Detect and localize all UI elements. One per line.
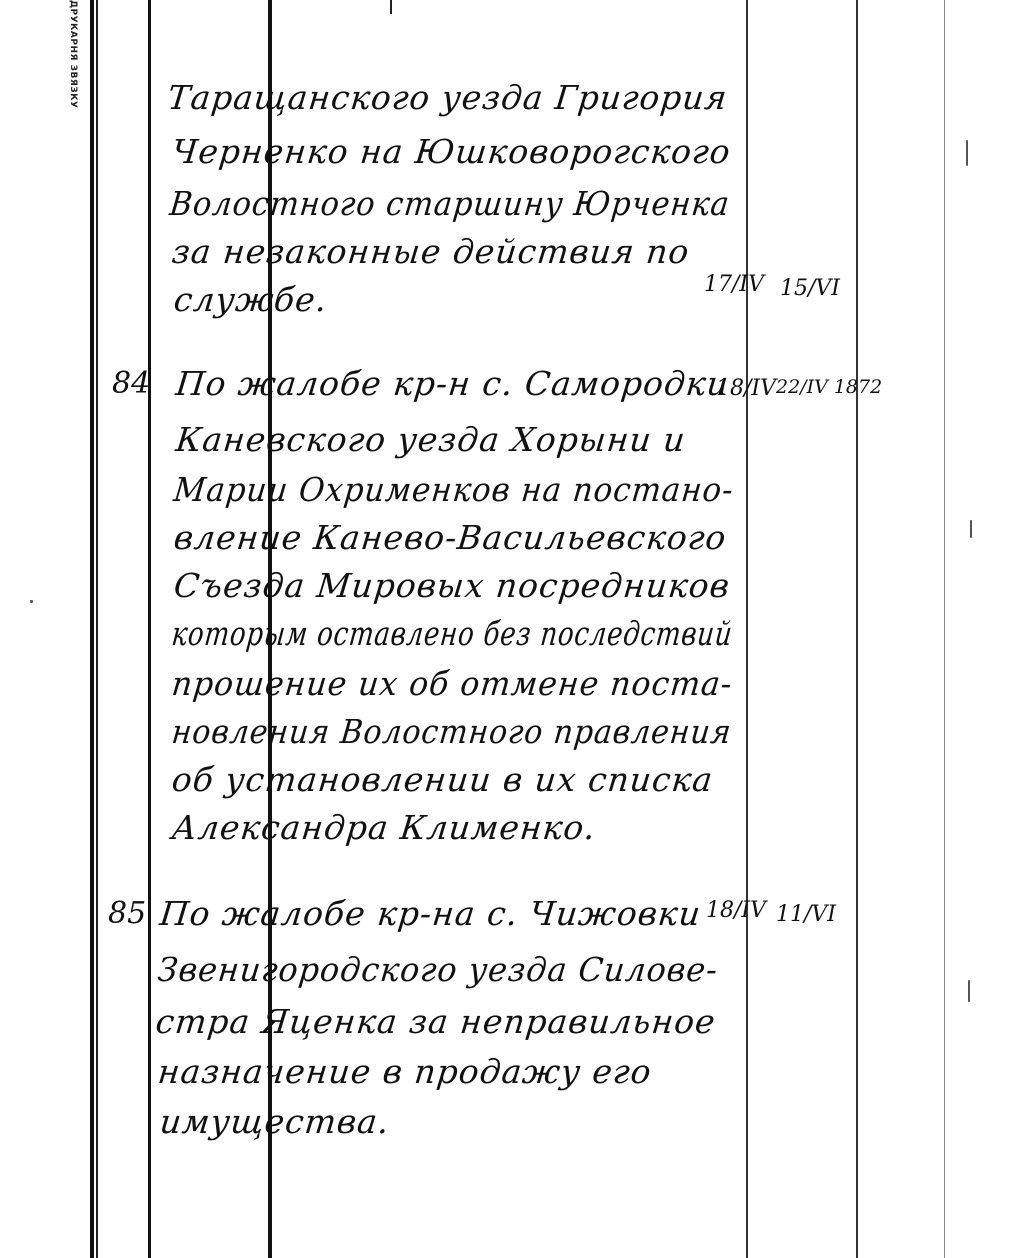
scan-speck (30, 600, 33, 603)
entry-85-date-resolved: 11/VI (776, 902, 836, 927)
entry-85-line-2: Звенигородского уезда Силове- (155, 950, 721, 989)
entry-84-line-2: Каневского уезда Хорыни и (174, 420, 688, 459)
entry-84-line-9: об установлении в их списка (170, 760, 716, 799)
scan-speck (968, 980, 970, 1002)
entry-1-line-3: Волостного старшину Юрченка (167, 184, 732, 223)
entry-84-line-4: вление Канево-Васильевского (172, 518, 729, 557)
entry-85-number: 85 (108, 896, 147, 931)
entry-84-line-3: Марии Охрименков на постано- (171, 470, 736, 509)
number-column-rule (148, 0, 151, 1258)
left-margin-rule-inner (96, 0, 98, 1258)
scan-speck (966, 140, 968, 166)
entry-1-line-5: службе. (172, 280, 330, 319)
entry-84-line-5: Съезда Мировых посредников (172, 566, 733, 605)
entry-85-line-5: имущества. (158, 1102, 392, 1141)
entry-85-line-4: назначение в продажу его (156, 1052, 654, 1091)
top-tick-mark (390, 0, 392, 14)
printer-stamp (62, 0, 80, 140)
entry-1-date-resolved: 15/VI (780, 276, 840, 301)
entry-84-line-8: новления Волостного правления (169, 712, 734, 751)
right-margin-rule (944, 0, 945, 1258)
entry-1-line-4: за незаконные действия по (170, 232, 692, 271)
entry-84-number: 84 (112, 366, 151, 401)
received-date-column-rule (746, 0, 748, 1258)
entry-1-line-1: Таращанского уезда Григория (165, 78, 730, 117)
left-margin-rule (90, 0, 94, 1258)
entry-85-line-3: стра Яценка за неправильное (153, 1002, 718, 1041)
entry-84-line-6: которым оставлено без последствий (169, 614, 735, 653)
printer-stamp-text: ДРУКАРНЯ ЗВЯЗКУ (68, 0, 78, 109)
entry-84-line-1: По жалобе кр-н с. Самородки (174, 364, 732, 403)
entry-84-date-received: 18/IV (716, 376, 776, 401)
entry-84-date-resolved: 22/IV 1872 (776, 376, 883, 398)
scan-speck (970, 520, 972, 538)
entry-85-date-received: 18/IV (706, 898, 766, 923)
entry-1-date-received: 17/IV (704, 272, 764, 297)
entry-85-line-1: По жалобе кр-на с. Чижовки (158, 894, 704, 933)
entry-1-line-2: Черненко на Юшковорогского (170, 132, 733, 171)
entry-84-line-10: Александра Клименко. (170, 808, 598, 847)
entry-84-line-7: прошение их об отмене поста- (169, 664, 735, 703)
resolved-date-column-rule (856, 0, 858, 1258)
